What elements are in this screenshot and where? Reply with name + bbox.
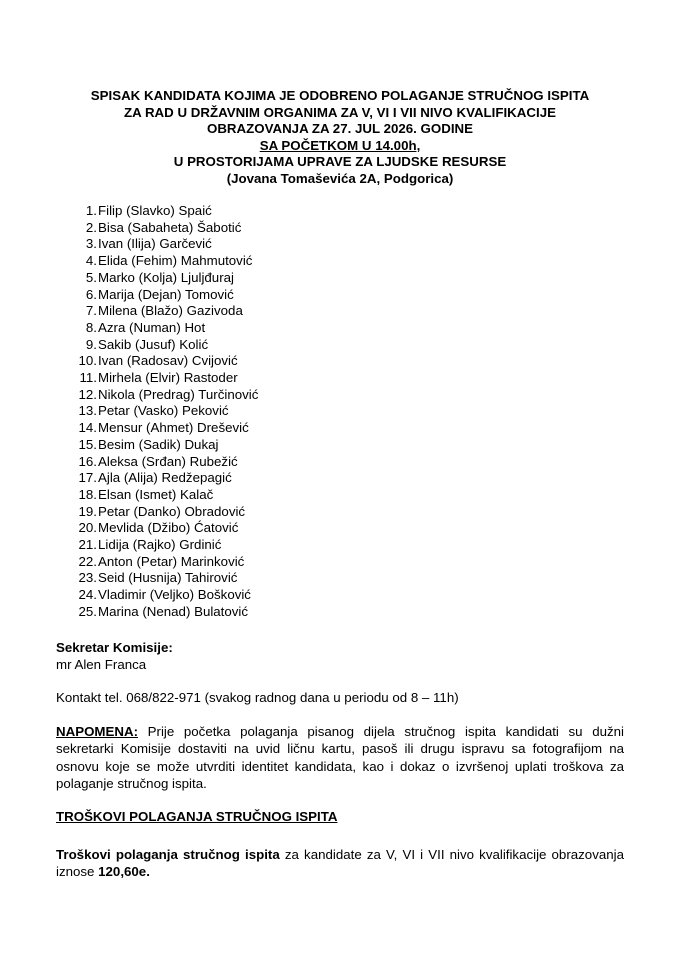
- candidate-name: Filip (Slavko) Spaić: [98, 203, 212, 218]
- candidate-number: 6.: [85, 286, 97, 302]
- candidate-name: Marko (Kolja) Ljuljđuraj: [98, 269, 234, 285]
- candidate-name: Ivan (Radosav) Cvijović: [98, 353, 238, 369]
- candidate-number: 17.: [78, 470, 97, 486]
- candidate-name: Mensur (Ahmet) Drešević: [98, 420, 249, 436]
- candidate-number: 9.: [85, 336, 97, 352]
- candidate-item: [60, 504, 258, 521]
- costs-bold-lead: Troškovi polaganja stručnog ispita: [56, 847, 280, 862]
- contact-info: Kontakt tel. 068/822-971 (svakog radnog dana u periodu od 8 – 11h): [56, 690, 459, 705]
- candidate-item: [60, 587, 258, 604]
- candidate-number: 4.: [85, 253, 97, 269]
- candidate-item: [60, 353, 258, 370]
- candidate-name: Marina (Nenad) Bulatović: [98, 603, 249, 619]
- candidate-item: [60, 470, 258, 487]
- candidate-number: 5.: [85, 269, 97, 285]
- note-label: NAPOMENA:: [56, 724, 138, 739]
- candidate-number: 13.: [78, 403, 97, 419]
- candidate-item: [60, 554, 258, 571]
- candidate-name: Marija (Dejan) Tomović: [98, 286, 234, 302]
- candidate-item: [60, 320, 258, 337]
- secretary-block: [56, 640, 173, 673]
- candidate-number: 19.: [78, 503, 97, 519]
- candidate-name: Anton (Petar) Marinković: [98, 553, 245, 569]
- candidate-item: [60, 203, 258, 220]
- candidate-number: 14.: [78, 420, 97, 436]
- candidate-item: [60, 270, 258, 287]
- candidate-name: Elida (Fehim) Mahmutović: [98, 253, 253, 269]
- candidate-name: Petar (Vasko) Peković: [98, 403, 229, 419]
- candidate-number: 2.: [85, 219, 97, 235]
- costs-amount: 120,60e.: [98, 864, 150, 879]
- candidate-number: 7.: [85, 303, 97, 319]
- candidate-list: [60, 203, 258, 621]
- candidate-name: Ajla (Alija) Redžepagić: [98, 470, 232, 486]
- secretary-name: mr Alen Franca: [56, 656, 147, 672]
- heading-address: (Jovana Tomaševića 2A, Podgorica): [226, 170, 454, 186]
- candidate-item: [60, 287, 258, 304]
- candidate-number: 1.: [85, 203, 97, 218]
- candidate-name: Sakib (Jusuf) Kolić: [98, 336, 209, 352]
- candidate-name: Nikola (Predrag) Turčinović: [98, 386, 259, 402]
- candidate-number: 20.: [78, 520, 97, 536]
- candidate-name: Seid (Husnija) Tahirović: [98, 570, 238, 586]
- candidate-item: [60, 337, 258, 354]
- candidate-item: [60, 403, 258, 420]
- candidate-number: 11.: [79, 370, 97, 386]
- candidate-name: Besim (Sadik) Dukaj: [98, 436, 219, 452]
- heading-line-3: OBRAZOVANJA ZA 27. JUL 2026. GODINE: [206, 121, 473, 137]
- candidate-item: [60, 604, 258, 621]
- candidate-number: 18.: [78, 486, 97, 502]
- candidate-number: 25.: [78, 603, 97, 619]
- heading-start-time: SA POČETKOM U 14.00h,: [259, 137, 421, 153]
- heading-line-1: SPISAK KANDIDATA KOJIMA JE ODOBRENO POLAGANJE STRUČNOG ISPITA: [90, 88, 590, 103]
- candidate-name: Mevlida (Džibo) Ćatović: [98, 520, 239, 536]
- note-paragraph: [56, 723, 624, 792]
- candidate-number: 22.: [78, 553, 97, 569]
- candidate-item: [60, 420, 258, 437]
- candidate-number: 8.: [85, 319, 97, 335]
- costs-paragraph: [56, 846, 624, 880]
- note-text: Prije početka polaganja pisanog dijela stručnog ispita kandidati su dužni sekretarki Komisije dostaviti na uvid ličnu kartu, pasoš ili drugu ispravu sa fotografijom na osnovu koje se može utvrditi identitet kandidata, kao i dokaz o izvršenoj uplati troškova za polaganje stručnog ispita.: [56, 724, 624, 791]
- candidate-name: Bisa (Sabaheta) Šabotić: [98, 219, 242, 235]
- heading-line-5: U PROSTORIJAMA UPRAVE ZA LJUDSKE RESURSE: [173, 154, 507, 170]
- candidate-name: Milena (Blažo) Gazivoda: [98, 303, 243, 319]
- candidate-item: [60, 487, 258, 504]
- candidate-item: [60, 520, 258, 537]
- costs-heading: TROŠKOVI POLAGANJA STRUČNOG ISPITA: [56, 809, 338, 824]
- candidate-name: Vladimir (Veljko) Bošković: [98, 587, 251, 603]
- candidate-item: [60, 387, 258, 404]
- candidate-number: 16.: [78, 453, 97, 469]
- candidate-name: Lidija (Rajko) Grdinić: [98, 537, 222, 553]
- candidate-name: Aleksa (Srđan) Rubežić: [98, 453, 238, 469]
- candidate-name: Ivan (Ilija) Garčević: [98, 236, 212, 252]
- candidate-number: 12.: [78, 386, 97, 402]
- secretary-title: Sekretar Komisije:: [56, 640, 173, 655]
- candidate-name: Petar (Danko) Obradović: [98, 503, 246, 519]
- costs-text-mid: za kandidate za V, VI i VII nivo kvalifikacije obrazovanja iznose: [56, 847, 624, 879]
- candidate-number: 3.: [85, 236, 97, 252]
- candidate-number: 15.: [78, 436, 97, 452]
- candidate-item: [60, 537, 258, 554]
- candidate-item: [60, 236, 258, 253]
- candidate-number: 23.: [78, 570, 97, 586]
- candidate-item: [60, 303, 258, 320]
- candidate-item: [60, 570, 258, 587]
- candidate-name: Azra (Numan) Hot: [98, 319, 206, 335]
- candidate-item: [60, 454, 258, 471]
- candidate-name: Elsan (Ismet) Kalač: [98, 486, 214, 502]
- heading-line-2: ZA RAD U DRŽAVNIM ORGANIMA ZA V, VI I VII NIVO KVALIFIKACIJE: [124, 104, 556, 120]
- candidate-item: [60, 253, 258, 270]
- candidate-number: 24.: [78, 587, 97, 603]
- candidate-number: 10.: [78, 353, 97, 369]
- candidate-name: Mirhela (Elvir) Rastoder: [98, 370, 238, 386]
- candidate-number: 21.: [78, 537, 97, 553]
- candidate-item: [60, 437, 258, 454]
- candidate-item: [60, 370, 258, 387]
- candidate-item: [60, 220, 258, 237]
- document-heading: [40, 88, 640, 188]
